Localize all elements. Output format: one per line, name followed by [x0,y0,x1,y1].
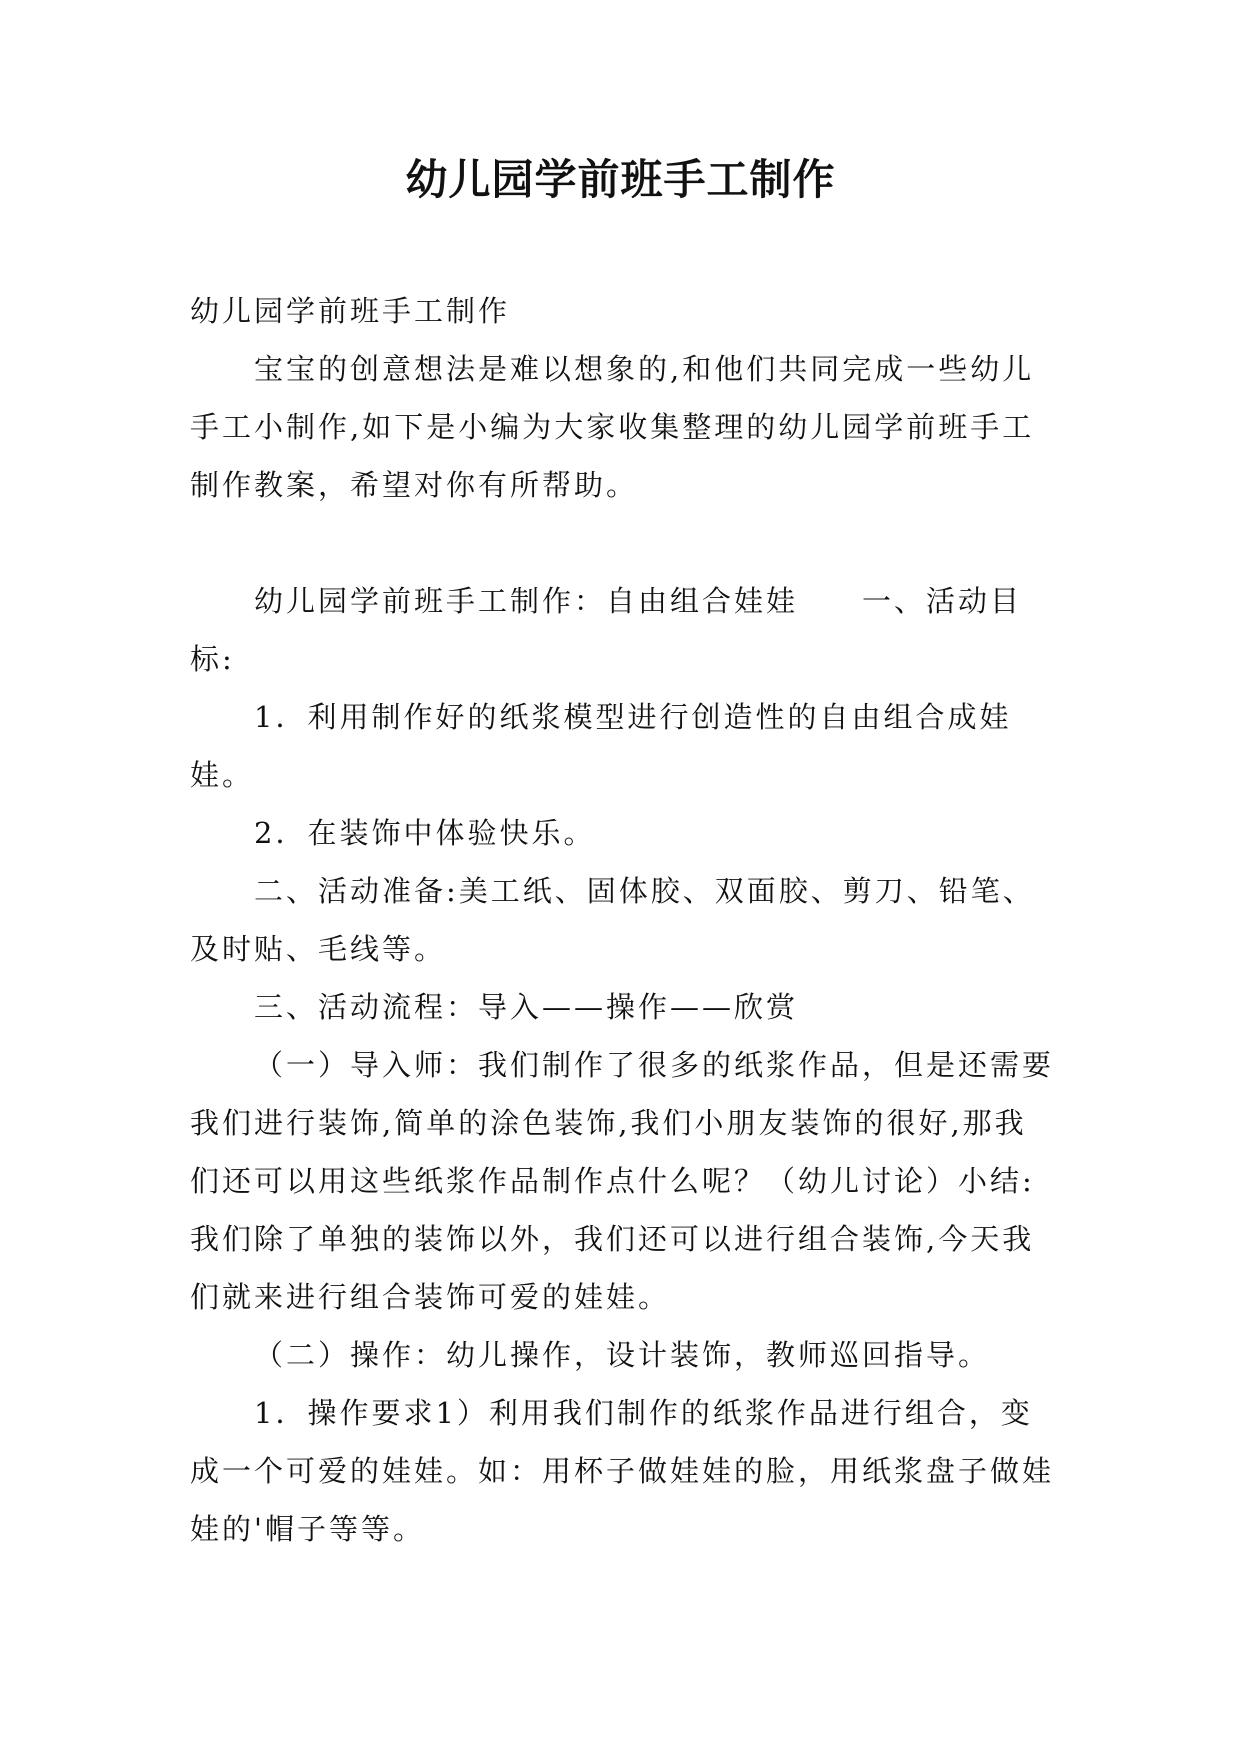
document-title: 幼儿园学前班手工制作 [405,155,836,204]
paragraph-spacer [190,514,1058,572]
requirement: 1．操作要求1）利用我们制作的纸浆作品进行组合，变成一个可爱的娃娃。如：用杯子做娃娃的脸，用纸浆盘子做娃娃的'帽子等等。 [190,1396,1055,1546]
subtitle: 幼儿园学前班手工制作 [190,294,511,328]
step-2: （二）操作：幼儿操作，设计装饰，教师巡回指导。 [254,1338,991,1372]
preparation: 二、活动准备:美工纸、固体胶、双面胶、剪刀、铅笔、及时贴、毛线等。 [190,874,1035,966]
step-1: （一）导入师：我们制作了很多的纸浆作品，但是还需要我们进行装饰,简单的涂色装饰,我们小朋友装饰的很好,那我们还可以用这些纸浆作品制作点什么呢？（幼儿讨论）小结:我们除了单独的装饰以外，我们还可以进行组合装饰,今天我们就来进行组合装饰可爱的娃娃。 [190,1048,1055,1314]
process: 三、活动流程：导入——操作——欣赏 [254,990,799,1024]
section-heading: 幼儿园学前班手工制作：自由组合娃娃 一、活动目标: [190,584,1023,676]
document-body [190,282,1058,1558]
intro-paragraph: 宝宝的创意想法是难以想象的,和他们共同完成一些幼儿手工小制作,如下是小编为大家收集整理的幼儿园学前班手工制作教案，希望对你有所帮助。 [190,352,1035,502]
goal-1: 1．利用制作好的纸浆模型进行创造性的自由组合成娃娃。 [190,700,1012,792]
goal-2: 2．在装饰中体验快乐。 [254,816,596,850]
